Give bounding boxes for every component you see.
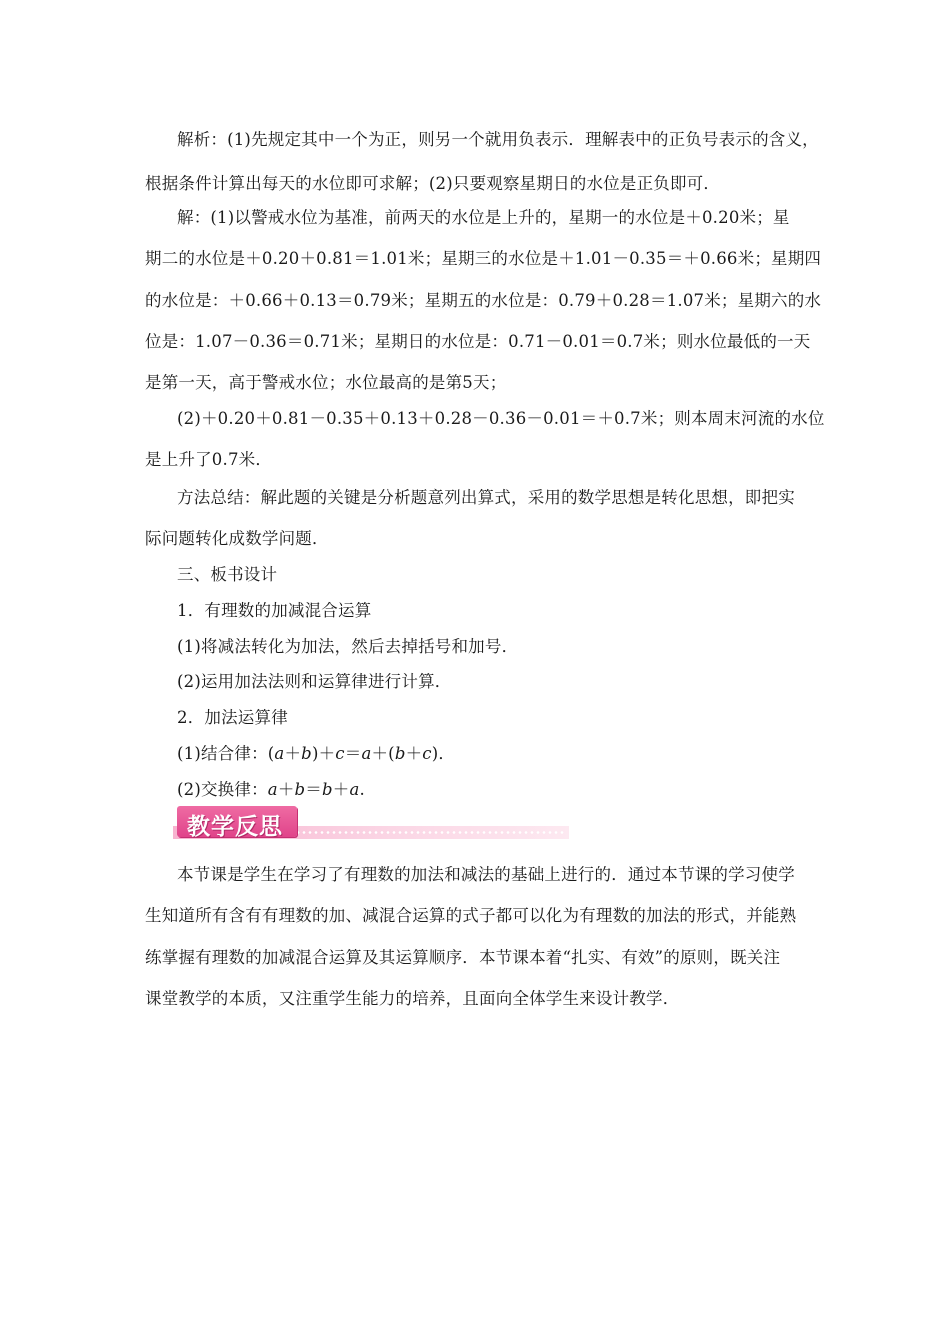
solution-line-1: 解：(1)以警戒水位为基准，前两天的水位是上升的，星期一的水位是＋0.20米；星 xyxy=(177,208,790,227)
solution-line-4: 位是：1.07－0.36＝0.71米；星期日的水位是：0.71－0.01＝0.7米；则水位最低的一天 xyxy=(145,332,811,351)
solution-line-5: 是第一天，高于警戒水位；水位最高的是第5天； xyxy=(145,373,507,392)
reflection-line-4: 课堂教学的本质，又注重学生能力的培养，且面向全体学生来设计教学． xyxy=(145,989,680,1008)
method-line-2: 际问题转化成数学问题． xyxy=(145,529,329,548)
reflection-line-3: 练掌握有理数的加减混合运算及其运算顺序．本节课本着“扎实、有效”的原则，既关注 xyxy=(145,948,781,967)
board-item-1a: (1)将减法转化为加法，然后去掉括号和加号． xyxy=(177,637,519,656)
solution-line-6: (2)＋0.20＋0.81－0.35＋0.13＋0.28－0.36－0.01＝＋0.7米；则本周末河流的水位 xyxy=(177,409,825,428)
banner-dots xyxy=(295,830,565,835)
board-item-1b: (2)运用加法法则和运算律进行计算． xyxy=(177,672,452,691)
analysis-line-2: 根据条件计算出每天的水位即可求解；(2)只要观察星期日的水位是正负即可． xyxy=(145,174,721,193)
solution-line-2: 期二的水位是＋0.20＋0.81＝1.01米；星期三的水位是＋1.01－0.35＝＋0.66米；星期四 xyxy=(145,249,822,268)
reflection-banner xyxy=(173,806,569,840)
banner-tag xyxy=(177,806,297,840)
reflection-line-2: 生知道所有含有有理数的加、减混合运算的式子都可以化为有理数的加法的形式，并能熟 xyxy=(145,906,797,925)
analysis-line-1: 解析：(1)先规定其中一个为正，则另一个就用负表示．理解表中的正负号表示的含义， xyxy=(177,130,819,149)
board-heading: 三、板书设计 xyxy=(177,565,278,584)
method-line-1: 方法总结：解此题的关键是分析题意列出算式，采用的数学思想是转化思想，即把实 xyxy=(177,488,795,507)
associative-law: (1)结合律：(a＋b)＋c＝a＋(b＋c)． xyxy=(177,744,456,763)
solution-line-3: 的水位是：＋0.66＋0.13＝0.79米；星期五的水位是：0.79＋0.28＝1.07米；星期六的水 xyxy=(145,291,822,310)
commutative-law: (2)交换律：a＋b＝b＋a. xyxy=(177,780,365,799)
board-item-2: 2．加法运算律 xyxy=(177,708,288,727)
banner-title: 教学反思 xyxy=(187,814,283,840)
reflection-line-1: 本节课是学生在学习了有理数的加法和减法的基础上进行的．通过本节课的学习使学 xyxy=(177,865,795,884)
solution-line-7: 是上升了0.7米． xyxy=(145,450,273,469)
board-item-1: 1．有理数的加减混合运算 xyxy=(177,601,372,620)
